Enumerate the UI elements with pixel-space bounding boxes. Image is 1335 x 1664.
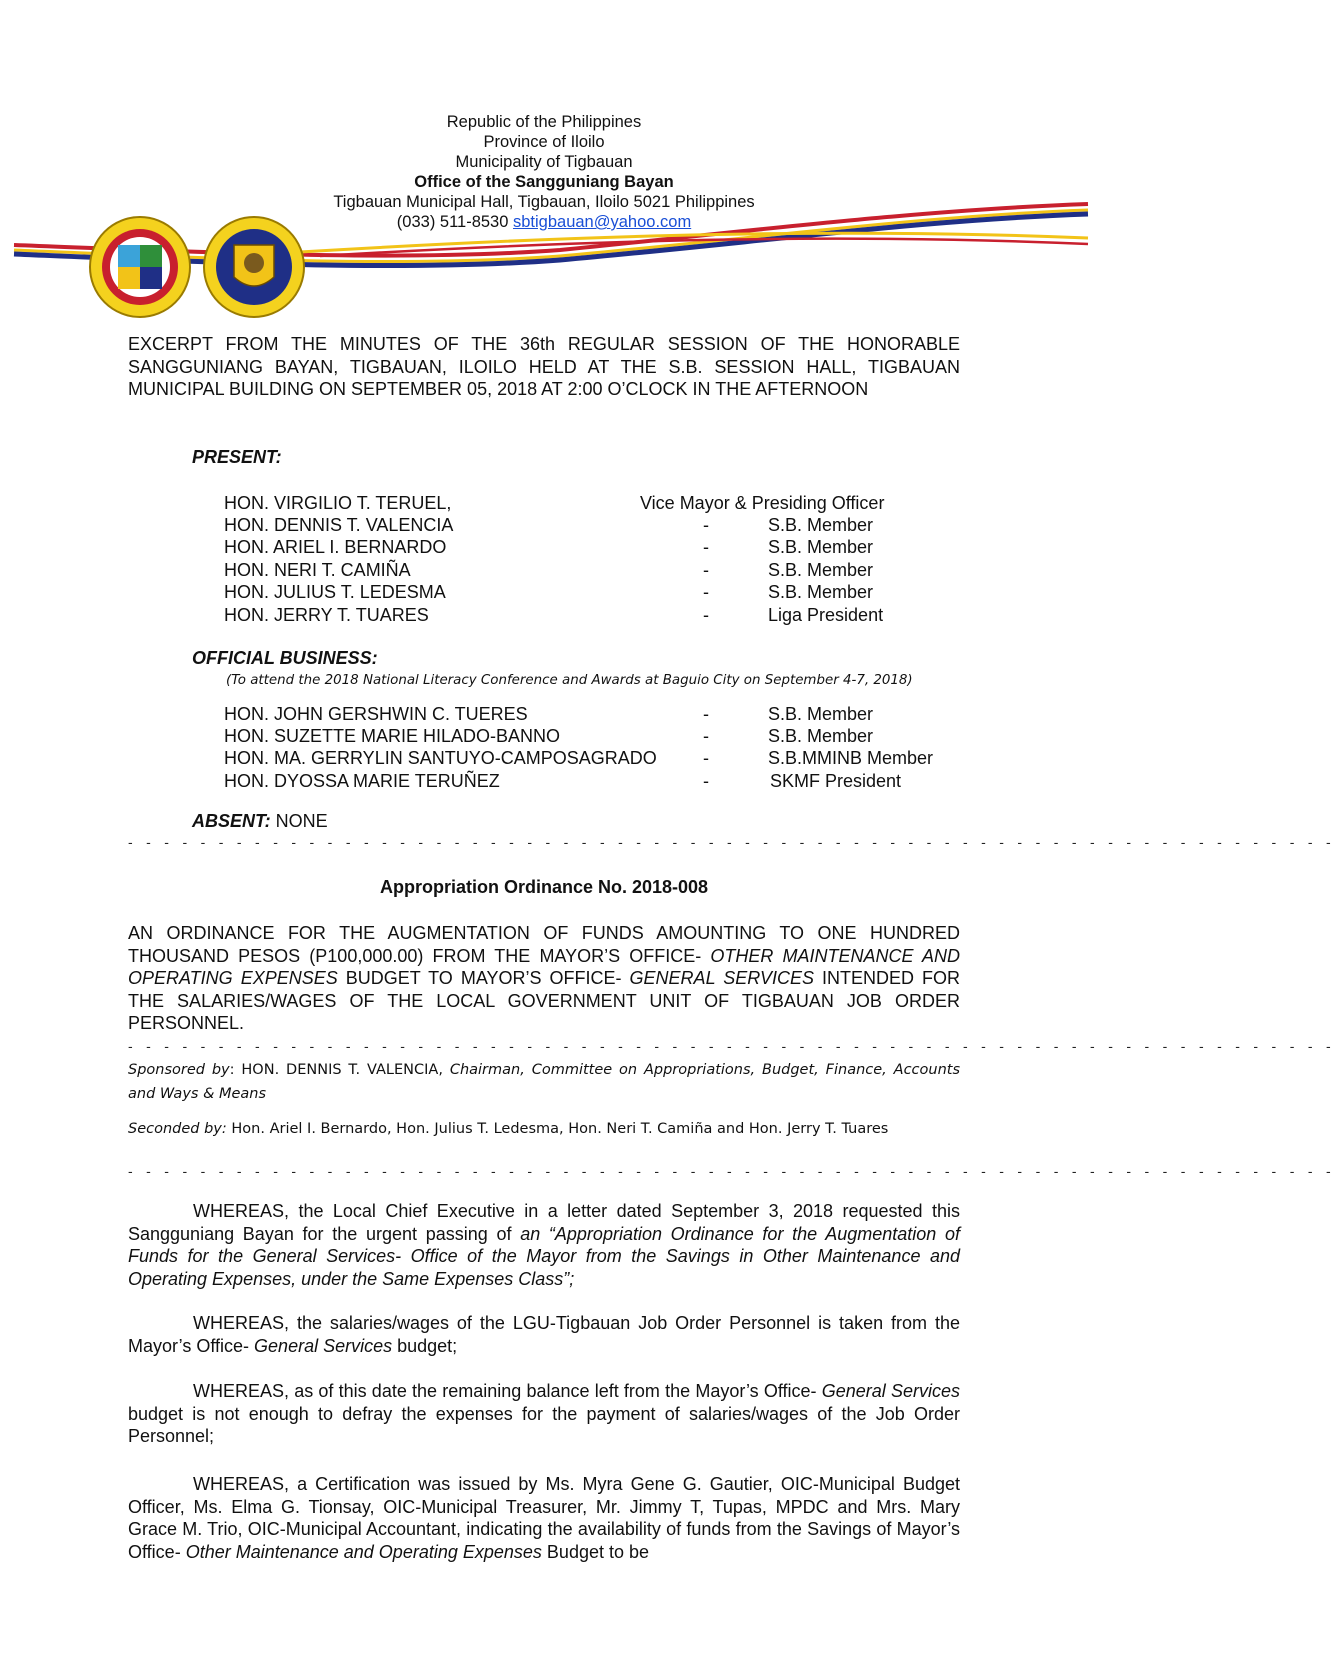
absent-label: ABSENT:	[192, 811, 271, 831]
ob-member-name: HON. SUZETTE MARIE HILADO-BANNO	[224, 726, 561, 746]
present-heading: PRESENT:	[192, 447, 282, 467]
present-member-name: HON. DENNIS T. VALENCIA	[224, 515, 454, 535]
contact-line	[0, 212, 1088, 232]
present-member-name: HON. JERRY T. TUARES	[224, 605, 429, 625]
ob-member-name: HON. MA. GERRYLIN SANTUYO-CAMPOSAGRADO	[224, 748, 657, 768]
present-member-role: Vice Mayor & Presiding Officer	[640, 493, 885, 513]
present-member-dash: -	[703, 605, 709, 625]
whereas-text-italic: an “Appropriation Ordinance for the Augmentation of Funds for the General Services- Office of the Mayor from the Savings in Other Maintenance and Operating Expenses, under the Same Expenses Class”;	[128, 1223, 960, 1289]
excerpt-heading: EXCERPT FROM THE MINUTES OF THE 36th REGULAR SESSION OF THE HONORABLE SANGGUNIANG BAYAN, TIGBAUAN, ILOILO HELD AT THE S.B. SESSION HALL, TIGBAUAN MUNICIPAL BUILDING ON SEPTEMBER 05, 2018 AT 2:00 O’CLOCK IN THE AFTERNOON	[128, 334, 960, 399]
present-member-role: S.B. Member	[768, 560, 874, 580]
separator: - - - - - - - - - - - - - - - - - - - - - - - - - - - - - - - - - - - - - - - - - - - - - - - - - - - - - - - - - - - - - - - - - - -	[128, 1163, 1335, 1179]
ob-member-role: S.B. Member	[768, 704, 874, 724]
official-business-heading: OFFICIAL BUSINESS:	[192, 648, 378, 668]
separator: - - - - - - - - - - - - - - - - - - - - - - - - - - - - - - - - - - - - - - - - - - - - - - - - - - - - - - - - - - - - - - - - - - -	[128, 1038, 1335, 1054]
ob-member-role: SKMF President	[770, 771, 902, 791]
ob-member-dash: -	[703, 726, 709, 746]
present-member-role: S.B. Member	[768, 515, 874, 535]
present-member-name: HON. JULIUS T. LEDESMA	[224, 582, 446, 602]
ordinance-text: AN ORDINANCE FOR THE AUGMENTATION OF FUNDS AMOUNTING TO ONE HUNDRED THOUSAND PESOS (P100,000.00) FROM THE MAYOR’S OFFICE-	[128, 923, 960, 966]
ob-member-dash: -	[703, 748, 709, 768]
whereas-text-italic: General Services	[821, 1381, 960, 1401]
sponsor-role: Chairman, Committee on Appropriations, Budget, Finance, Accounts and Ways & Means	[128, 1062, 960, 1102]
official-business-note: (To attend the 2018 National Literacy Conference and Awards at Baguio City on September 4-7, 2018)	[226, 673, 913, 688]
present-member-role: S.B. Member	[768, 537, 874, 557]
office-name: Office of the Sangguniang Bayan	[414, 173, 674, 191]
phone: (033) 511-8530	[396, 213, 509, 231]
absent-value: NONE	[270, 811, 328, 831]
separator: - - - - - - - - - - - - - - - - - - - - - - - - - - - - - - - - - - - - - - - - - - - - - - - - - - - - - - - - - - - - - - - - - - -	[128, 834, 1335, 850]
whereas-text-italic: General Services	[254, 1335, 393, 1356]
whereas-text: WHEREAS, the Local Chief Executive in a letter dated September 3, 2018 requested this Sangguniang Bayan for the urgent passing of	[128, 1201, 960, 1244]
whereas-clause-4	[128, 1473, 960, 1563]
absent-line	[192, 810, 328, 832]
sponsored-colon: :	[229, 1062, 242, 1078]
ob-member-role: S.B.MMINB Member	[768, 748, 934, 768]
present-member-name: HON. VIRGILIO T. TERUEL,	[224, 493, 452, 513]
present-member-dash: -	[703, 582, 709, 602]
ob-member-dash: -	[703, 704, 709, 724]
province-line: Province of Iloilo	[483, 133, 605, 151]
ob-member-name: HON. JOHN GERSHWIN C. TUERES	[224, 704, 528, 724]
ob-member-role: S.B. Member	[768, 726, 874, 746]
present-member-role: S.B. Member	[768, 582, 874, 602]
country-line: Republic of the Philippines	[446, 113, 642, 131]
present-member-dash: -	[703, 515, 709, 535]
whereas-clause-2	[128, 1312, 960, 1357]
address-line: Tigbauan Municipal Hall, Tigbauan, Iloilo 5021 Philippines	[333, 193, 755, 211]
whereas-text: WHEREAS, as of this date the remaining balance left from the Mayor’s Office-	[193, 1381, 822, 1401]
ob-member-dash: -	[703, 771, 709, 791]
sponsor-name: HON. DENNIS T. VALENCIA,	[241, 1062, 450, 1078]
whereas-text-italic: Other Maintenance and Operating Expenses	[185, 1541, 542, 1562]
ordinance-title: Appropriation Ordinance No. 2018-008	[379, 877, 709, 897]
whereas-clause-1	[128, 1200, 960, 1290]
municipality-line: Municipality of Tigbauan	[455, 153, 633, 171]
present-member-role: Liga President	[768, 605, 884, 625]
present-member-dash: -	[703, 537, 709, 557]
whereas-text: Budget to be	[541, 1541, 650, 1562]
whereas-clause-3	[128, 1380, 960, 1448]
seconded-label: Seconded by:	[128, 1121, 227, 1137]
present-member-name: HON. ARIEL I. BERNARDO	[224, 537, 447, 557]
sponsored-label: Sponsored by	[128, 1062, 230, 1078]
whereas-text: WHEREAS, the salaries/wages of the LGU-Tigbauan Job Order Personnel is taken from the Mayor’s Office-	[128, 1313, 960, 1356]
ordinance-text: INTENDED FOR THE SALARIES/WAGES OF THE LOCAL GOVERNMENT UNIT OF TIGBAUAN JOB ORDER PERSONNEL.	[128, 968, 961, 1033]
whereas-text: WHEREAS, a Certification was issued by Ms. Myra Gene G. Gautier, OIC-Municipal Budget Officer, Ms. Elma G. Tionsay, OIC-Municipal Treasurer, Mr. Jimmy T, Tupas, MPDC and Mrs. Mary Grace M. Trio, OIC-Municipal Accountant, indicating the availability of funds from the Savings of Mayor’s Office-	[128, 1474, 960, 1562]
whereas-text: budget;	[392, 1335, 458, 1356]
letterhead	[0, 112, 1088, 232]
email-link[interactable]: sbtigbauan@yahoo.com	[513, 213, 692, 231]
ordinance-description	[128, 922, 960, 1035]
present-member-dash: -	[703, 560, 709, 580]
sponsored-by	[128, 1058, 960, 1106]
ordinance-text-italic: OTHER MAINTENANCE AND OPERATING EXPENSES	[128, 945, 960, 988]
seconded-names: Hon. Ariel I. Bernardo, Hon. Julius T. Ledesma, Hon. Neri T. Camiña and Hon. Jerry T. Tuares	[226, 1121, 889, 1137]
whereas-text: budget is not enough to defray the expenses for the payment of salaries/wages of the Job Order Personnel;	[128, 1403, 960, 1446]
ob-member-name: HON. DYOSSA MARIE TERUÑEZ	[224, 771, 500, 791]
ordinance-text-italic: GENERAL SERVICES	[629, 968, 814, 988]
ordinance-text: BUDGET TO MAYOR’S OFFICE-	[337, 968, 630, 988]
present-member-name: HON. NERI T. CAMIÑA	[224, 560, 411, 580]
seconded-by	[128, 1117, 960, 1141]
